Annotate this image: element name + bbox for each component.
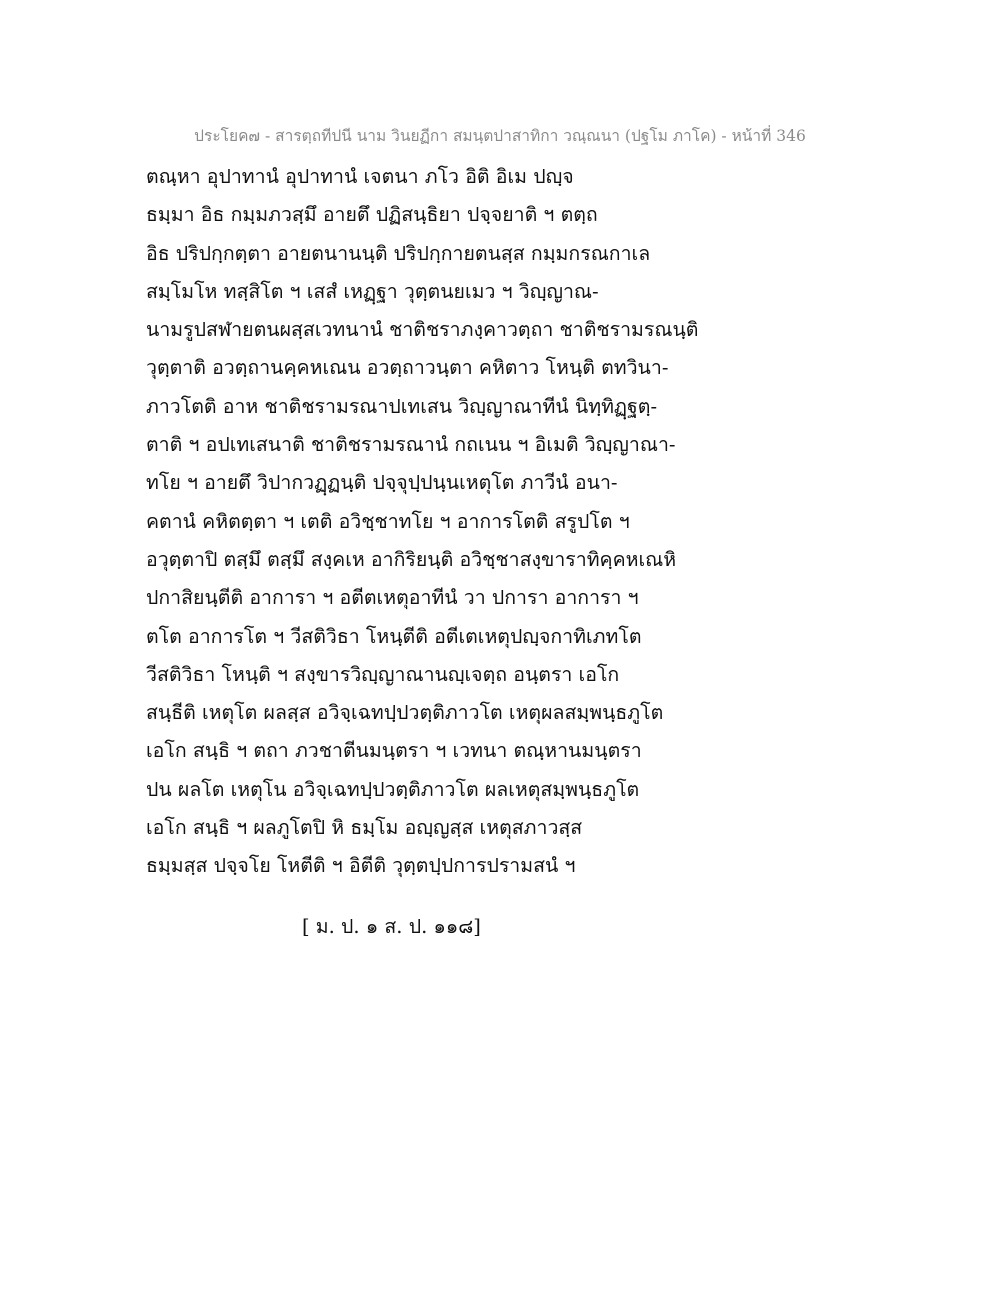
- text-line: อวุตฺตาปิ ตสฺมึ ตสฺมึ สงฺคเห อากิริยนฺติ อวิชฺชาสงฺขาราทิคฺคหเณหิ: [146, 547, 677, 571]
- text-line: เอโก สนฺธิ ฯ ผลภูโตปิ หิ ธมฺโม อญฺญสฺส เหตุสภาวสฺส: [146, 816, 583, 840]
- text-line: ตณฺหา อุปาทานํ อุปาทานํ เจตนา ภโว อิติ อิเม ปญฺจ: [146, 165, 574, 188]
- text-line: สนฺธีติ เหตุโต ผลสฺส อวิจฺเฉทปฺปวตฺติภาวโต เหตุผลสมฺพนฺธภูโต: [146, 701, 664, 725]
- text-line: วุตฺตาติ อวตฺถานคฺคหเณน อวตฺถาวนฺตา คหิตาว โหนฺติ ตทวินา-: [146, 356, 669, 380]
- text-line: เอโก สนฺธิ ฯ ตถา ภวชาตีนมนฺตรา ฯ เวทนา ตณฺหานมนฺตรา: [146, 739, 642, 763]
- citation-reference: [ ม. ป. ๑ ส. ป. ๑๑๘]: [302, 915, 481, 938]
- text-line: ทโย ฯ อายตึ วิปากวฏฺฏนฺติ ปจฺจุปฺปนฺนเหตุโต ภาวีนํ อนา-: [146, 471, 618, 495]
- running-header: ประโยค๗ - สารตฺถทีปนี นาม วินยฏีกา สมนฺตปาสาทิกา วณฺณนา (ปฐโม ภาโค) - หน้าที่ 346: [194, 127, 806, 145]
- text-line: ภาวโตติ อาห ชาติชรามรณาปเทเสน วิญฺญาณาทีนํ นิทฺทิฏฺฐตฺ-: [146, 394, 658, 418]
- text-line: สมฺโมโห ทสฺสิโต ฯ เสสํ เหฏฺฐา วุตฺตนยเมว ฯ วิญฺญาณ-: [146, 279, 599, 303]
- text-line: ธมฺมสฺส ปจฺจโย โหตีติ ฯ อิตีติ วุตฺตปฺปการปรามสนํ ฯ: [146, 854, 576, 878]
- text-line: อิธ ปริปกฺกตฺตา อายตนานนฺติ ปริปกฺกายตนสฺส กมฺมกรณกาเล: [146, 241, 651, 265]
- text-line: คตานํ คหิตตฺตา ฯ เตติ อวิชฺชาทโย ฯ อาการโตติ สรูปโต ฯ: [146, 509, 630, 533]
- text-line: ธมฺมา อิธ กมฺมภวสฺมึ อายตึ ปฏิสนฺธิยา ปจฺจยาติ ฯ ตตฺถ: [146, 203, 598, 227]
- text-line: นามรูปสฬายตนผสฺสเวทนานํ ชาติชราภงฺคาวตฺถา ชาติชรามรณนฺติ: [146, 318, 699, 342]
- text-line: ตาติ ฯ อปเทเสนาติ ชาติชรามรณานํ กถเนน ฯ อิเมติ วิญฺญาณา-: [146, 433, 676, 457]
- text-line: ปน ผลโต เหตุโน อวิจฺเฉทปฺปวตฺติภาวโต ผลเหตุสมฺพนฺธภูโต: [146, 777, 640, 801]
- body-text: [146, 158, 706, 886]
- text-line: ตโต อาการโต ฯ วีสติวิธา โหนฺตีติ อตีเตเหตุปญฺจกาทิเภทโต: [146, 624, 642, 648]
- text-line: ปกาสิยนฺตีติ อาการา ฯ อตีตเหตุอาทีนํ วา ปการา อาการา ฯ: [146, 586, 639, 610]
- text-line: วีสติวิธา โหนฺติ ฯ สงฺขารวิญฺญาณานญฺเจตฺถ อนฺตรา เอโก: [146, 662, 620, 686]
